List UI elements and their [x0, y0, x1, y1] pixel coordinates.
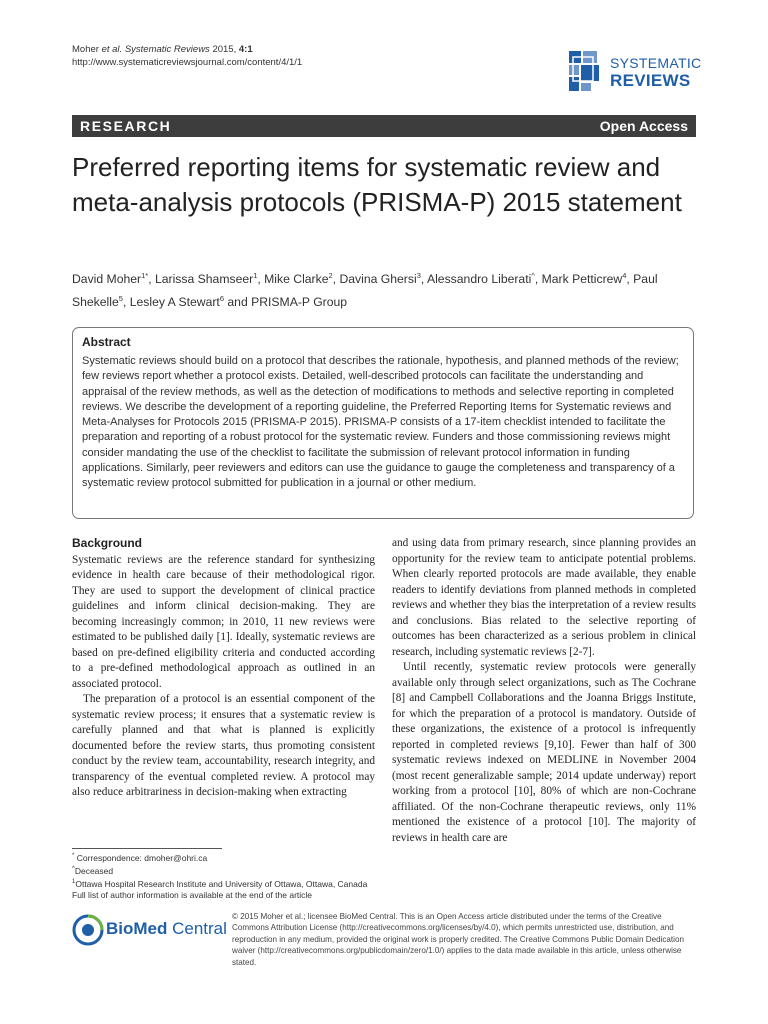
footnote-text: Ottawa Hospital Research Institute and University of Ottawa, Ottawa, Canada [75, 878, 368, 889]
body-paragraph: Until recently, systematic review protocols were generally available only through select organizations, such as The Cochrane [8] and Campbell Collaborations and the Joanna Briggs Institute, for which the preparation of a protocol is mandatory. Outside of these organizations, the existence of a protocol is infrequently reported in completed reviews [9,10]. Fewer than half of 300 systematic reviews indexed on MEDLINE in November 2004 (most recent generalizable sample; 2014 update underway) report working from a protocol [10], 80% of which are non-Cochrane affiliated. Of the non-Cochrane therapeutic reviews, only 11% mentioned the existence of a protocol [10]. The majority of reviews in health care are [392, 661, 696, 844]
author-affiliation-marker: 2 [328, 271, 333, 280]
footnote-marker: 1 [72, 879, 76, 886]
author-name[interactable]: Mike Clarke [264, 272, 329, 287]
author-affiliation-marker: 5 [118, 294, 123, 304]
biomed-central-logo-icon [72, 914, 104, 946]
publisher-logo-regular: Central [167, 919, 227, 938]
footnote-marker: * [72, 853, 75, 859]
article-title: Preferred reporting items for systematic review and meta-analysis protocols (PRISMA-P) 2015 statement [72, 152, 682, 217]
author-name[interactable]: Davina Ghersi [339, 272, 417, 287]
abstract-box [72, 327, 694, 519]
citation-journal: et al. Systematic Reviews [101, 44, 210, 55]
author-separator: and [224, 295, 252, 310]
journal-logo-mark-icon [566, 47, 602, 95]
author-name[interactable]: Alessandro Liberati [426, 272, 532, 287]
body-right-column [392, 536, 696, 846]
footnote-text: Deceased [74, 865, 114, 876]
footnote-deceased [72, 864, 372, 877]
author-separator: , [626, 272, 634, 287]
author-affiliation-marker: 6 [219, 294, 224, 304]
citation-year: 2015, [209, 44, 239, 55]
author-separator: , [332, 272, 340, 287]
open-access-label: Open Access [599, 118, 688, 134]
citation-header [72, 43, 302, 69]
author-affiliation-marker: ^ [531, 271, 535, 280]
publisher-logo-text [106, 919, 227, 939]
publisher-logo-bold: BioMed [106, 919, 168, 938]
author-affiliation-marker: 1* [141, 271, 149, 280]
author-name[interactable]: Larissa Shamseer [154, 272, 254, 287]
author-separator: , [122, 295, 130, 310]
citation-volume: 4:1 [238, 44, 253, 55]
correspondence-email[interactable]: Correspondence: dmoher@ohri.ca [74, 852, 208, 863]
footnote-affiliation [72, 877, 372, 890]
article-type-label: RESEARCH [80, 118, 172, 134]
footnote-divider [72, 848, 222, 849]
background-heading: Background [72, 536, 143, 550]
article-type-bar [72, 115, 696, 137]
author-affiliation-marker: 1 [253, 271, 258, 280]
abstract-heading: Abstract [82, 335, 131, 349]
body-paragraph: The preparation of a protocol is an essential component of the systematic review process; it ensures that a systematic review is carefully planned and that what is planned is explicitly documented before the review starts, thus promoting consistent conduct by the review team, accountability, research integrity, and transparency of the eventual completed review. A protocol may also reduce arbitrariness in decision-making when extracting [72, 693, 375, 798]
publisher-logo [72, 913, 227, 953]
citation-authors: Moher [72, 44, 102, 55]
citation-line [72, 43, 302, 56]
body-paragraph: and using data from primary research, since planning provides an opportunity for the review team to anticipate potential problems. When clearly reported protocols are made available, they enable readers to identify deviations from planned methods in completed reviews and whether they bias the interpretation of a review results and conclusions. Bias related to the selective reporting of outcomes has been characterized as a serious problem in clinical research, including systematic reviews [2-7]. [392, 537, 696, 658]
author-name[interactable]: Paul Shekelle [72, 272, 658, 310]
author-separator: , [148, 272, 155, 287]
journal-logo-line2: REVIEWS [610, 71, 691, 90]
journal-logo-line1: SYSTEMATIC [610, 55, 702, 71]
author-separator: , [534, 272, 542, 287]
citation-url[interactable]: http://www.systematicreviewsjournal.com/content/4/1/1 [72, 57, 303, 68]
author-name[interactable]: Mark Petticrew [541, 272, 623, 287]
footnote-marker: ^ [72, 866, 75, 873]
license-statement: © 2015 Moher et al.; licensee BioMed Central. This is an Open Access article distributed under the terms of the Creative Commons Attribution License (http://creativecommons.org/licenses/by/4.0), which permits unrestricted use, distribution, and reproduction in any medium, provided the original work is properly credited. The Creative Commons Public Domain Dedication waiver (http://creativecommons.org/publicdomain/zero/1.0/) applies to the data made available in this article, unless otherwise stated. [232, 912, 684, 967]
body-paragraph: Systematic reviews are the reference standard for synthesizing evidence in health care because of their methodological rigor. They are used to support the development of clinical practice guidelines and inform clinical decision-making. They are becoming increasingly common; in 2010, 11 new reviews were estimated to be published daily [1]. Ideally, systematic reviews are based on pre-defined eligibility criteria and conducted according to a pre-defined methodological approach as outlined in an associated protocol. [72, 553, 375, 690]
footnote-full-list: Full list of author information is available at the end of the article [72, 890, 313, 901]
author-list [72, 266, 702, 312]
journal-logo-text [610, 55, 701, 89]
author-separator: , [257, 272, 265, 287]
author-name[interactable]: David Moher [72, 272, 142, 287]
body-left-column [72, 536, 375, 801]
author-separator: , [420, 272, 427, 287]
author-affiliation-marker: 3 [416, 271, 421, 280]
author-name[interactable]: Lesley A Stewart [129, 295, 220, 310]
footnote-correspondence [72, 851, 372, 864]
footnotes [72, 851, 372, 901]
author-name[interactable]: PRISMA-P Group [251, 295, 348, 310]
author-affiliation-marker: 4 [622, 271, 627, 280]
abstract-text: Systematic reviews should build on a protocol that describes the rationale, hypothesis, and planned methods of the review; few reviews report whether a protocol exists. Detailed, well-described protocols can facilitate the understanding and appraisal of the review methods, as well as the detection of modifications to methods and selective reporting in completed reviews. We describe the development of a reporting guideline, the Preferred Reporting Items for Systematic reviews and Meta-Analyses for Protocols 2015 (PRISMA-P 2015). PRISMA-P consists of a 17-item checklist intended to facilitate the preparation and reporting of a robust protocol for the systematic review. Funders and those commissioning reviews might consider mandating the use of the checklist to facilitate the submission of relevant protocol information in funding applications. Similarly, peer reviewers and editors can use the guidance to gauge the completeness and transparency of a systematic review protocol submitted for publication in a journal or other medium. [82, 355, 679, 490]
journal-logo [566, 45, 702, 103]
